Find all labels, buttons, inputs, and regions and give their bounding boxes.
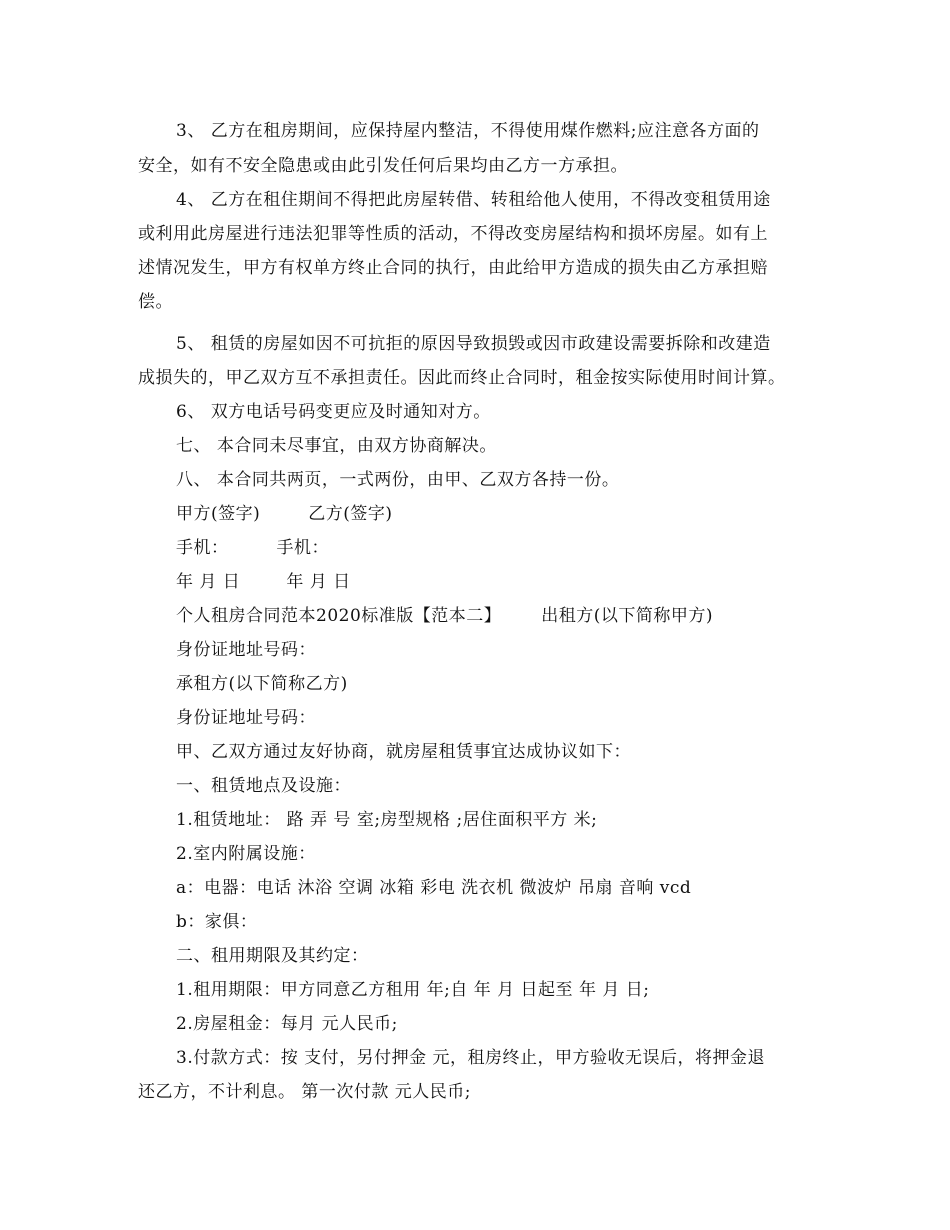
- template-two-title: 个人租房合同范本2020标准版【范本二】: [176, 606, 502, 626]
- clause-4-line-4: 偿。: [138, 292, 173, 312]
- signature-party-b: 乙方(签字): [308, 504, 393, 524]
- section-1-appliances: a：电器：电话 沐浴 空调 冰箱 彩电 洗衣机 微波炉 吊扇 音响 vcd: [176, 878, 692, 898]
- agreement-intro: 甲、乙双方通过友好协商，就房屋租赁事宜达成协议如下：: [176, 742, 631, 762]
- signature-row: [176, 503, 393, 525]
- date-row: [176, 571, 351, 593]
- section-1-address: 1.租赁地址： 路 弄 号 室;房型规格 ;居住面积平方 米;: [176, 810, 598, 830]
- section-2-heading: 二、租用期限及其约定：: [176, 946, 369, 966]
- date-party-b: 年 月 日: [286, 572, 351, 592]
- clause-8: 八、 本合同共两页，一式两份，由甲、乙双方各持一份。: [176, 470, 620, 490]
- clause-7: 七、 本合同未尽事宜，由双方协商解决。: [176, 436, 497, 456]
- clause-5-line-1: 5、 租赁的房屋如因不可抗拒的原因导致损毁或因市政建设需要拆除和改建造: [176, 334, 771, 354]
- clause-6: 6、 双方电话号码变更应及时通知对方。: [176, 402, 491, 422]
- section-2-payment-line-2: 还乙方，不计利息。 第一次付款 元人民币;: [138, 1082, 472, 1102]
- section-1-heading: 一、租赁地点及设施：: [176, 776, 351, 796]
- clause-4-line-1: 4、 乙方在租住期间不得把此房屋转借、转租给他人使用，不得改变租赁用途: [176, 190, 771, 210]
- phone-party-a: 手机：: [176, 538, 229, 558]
- section-2-rent: 2.房屋租金：每月 元人民币;: [176, 1014, 398, 1034]
- lessor-label: 出租方(以下简称甲方): [541, 606, 714, 626]
- phone-party-b: 手机：: [276, 538, 329, 558]
- phone-row: [176, 537, 329, 559]
- section-1-facilities: 2.室内附属设施：: [176, 844, 316, 864]
- clause-5-line-2: 成损失的，甲乙双方互不承担责任。因此而终止合同时，租金按实际使用时间计算。: [138, 368, 786, 388]
- clause-3-line-1: 3、 乙方在租房期间，应保持屋内整洁，不得使用煤作燃料;应注意各方面的: [176, 121, 760, 141]
- template-two-heading-row: [176, 605, 713, 627]
- section-1-furniture: b：家俱：: [176, 912, 258, 932]
- clause-3-line-2: 安全，如有不安全隐患或由此引发任何后果均由乙方一方承担。: [138, 156, 628, 176]
- lessor-id-address: 身份证地址号码：: [176, 640, 316, 660]
- signature-party-a: 甲方(签字): [176, 504, 261, 524]
- clause-4-line-2: 或利用此房屋进行违法犯罪等性质的活动，不得改变房屋结构和损坏房屋。如有上: [138, 224, 768, 244]
- lessee-id-address: 身份证地址号码：: [176, 708, 316, 728]
- clause-4-line-3: 述情况发生，甲方有权单方终止合同的执行，由此给甲方造成的损失由乙方承担赔: [138, 258, 768, 278]
- date-party-a: 年 月 日: [176, 572, 241, 592]
- section-2-term: 1.租用期限：甲方同意乙方租用 年;自 年 月 日起至 年 月 日;: [176, 980, 650, 1000]
- section-2-payment-line-1: 3.付款方式：按 支付，另付押金 元，租房终止，甲方验收无误后，将押金退: [176, 1048, 766, 1068]
- lessee-label: 承租方(以下简称乙方): [176, 674, 348, 694]
